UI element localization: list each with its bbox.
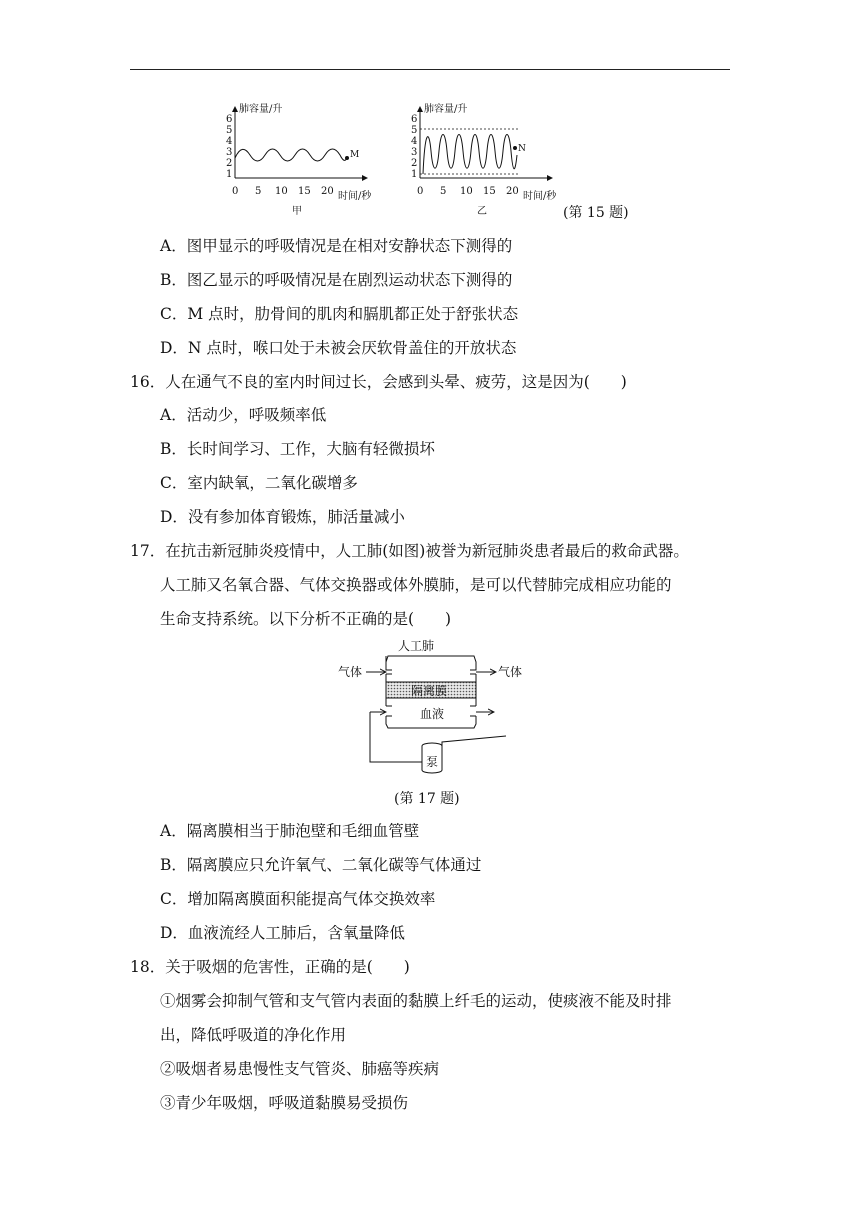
q18-item-1: ①烟雾会抑制气管和支气管内表面的黏膜上纤毛的运动，使痰液不能及时排 [160,992,672,1010]
pump [422,743,442,773]
xtick: 15 [483,186,496,197]
q17-option-a: A．隔离膜相当于肺泡壁和毛细血管壁 [160,822,420,840]
xtick: 0 [232,186,239,197]
chart-yi [411,102,557,217]
q16-option-b: B．长时间学习、工作，大脑有轻微损坏 [160,440,435,458]
gas-in-label: 气体 [338,665,363,679]
q15-option-c: C．M 点时，肋骨间的肌肉和膈肌都正处于舒张状态 [160,305,519,323]
ytick: 4 [411,136,418,147]
xlabel-yi: 时间/秒 [523,191,557,202]
point-m [345,156,349,160]
curve-yi [423,135,517,175]
q18-item-3: ③青少年吸烟，呼吸道黏膜易受损伤 [160,1094,409,1112]
figure-15 [215,95,655,225]
pump-label: 泵 [426,755,439,769]
gas-out-label: 气体 [498,665,523,679]
q15-option-b: B．图乙显示的呼吸情况是在剧烈运动状态下测得的 [160,271,513,289]
ytick: 5 [226,125,233,136]
caption-jia: 甲 [292,206,302,217]
header-rule [130,69,730,70]
label-n: N [518,144,526,154]
q16-option-c: C．室内缺氧，二氧化碳增多 [160,474,358,492]
figure-17-caption: (第 17 题) [394,791,460,807]
xtick: 10 [460,186,473,197]
q17-option-b: B．隔离膜应只允许氧气、二氧化碳等气体通过 [160,856,482,874]
chart-jia [226,102,372,217]
ylabel-jia: 肺容量/升 [239,104,283,115]
xtick: 0 [417,186,424,197]
q16-option-d: D．没有参加体育锻炼，肺活量减小 [160,508,405,526]
xtick: 15 [298,186,311,197]
q17-stem-line-2: 人工肺又名氧合器、气体交换器或体外膜肺，是可以代替肺完成相应功能的 [160,576,672,594]
q16-stem: 16．人在通气不良的室内时间过长，会感到头晕、疲劳，这是因为( ) [130,373,627,391]
artificial-lung-title: 人工肺 [398,639,435,653]
xtick: 5 [255,186,262,197]
q18-stem: 18．关于吸烟的危害性，正确的是( ) [130,958,410,976]
xtick: 20 [321,186,334,197]
q17-stem-line-1: 17．在抗击新冠肺炎疫情中，人工肺(如图)被誉为新冠肺炎患者最后的救命武器。 [130,542,689,560]
q18-item-1-cont: 出，降低呼吸道的净化作用 [160,1026,347,1044]
q17-option-c: C．增加隔离膜面积能提高气体交换效率 [160,890,436,908]
ytick: 1 [411,169,418,180]
ytick: 4 [226,136,233,147]
ytick: 2 [411,158,418,169]
q18-item-2: ②吸烟者易患慢性支气管炎、肺癌等疾病 [160,1060,440,1078]
ylabel-yi: 肺容量/升 [424,104,468,115]
figure-15-caption: (第 15 题) [563,205,629,221]
curve-jia [235,149,347,161]
ytick: 6 [226,114,233,125]
point-n [513,146,517,150]
label-m: M [350,150,360,160]
q17-option-d: D．血液流经人工肺后，含氧量降低 [160,924,405,942]
xtick: 10 [275,186,288,197]
membrane-label: 隔离膜 [411,684,448,698]
ytick: 1 [226,169,233,180]
ytick: 3 [226,147,233,158]
ytick: 5 [411,125,418,136]
ytick: 6 [411,114,418,125]
xtick: 20 [506,186,519,197]
xlabel-jia: 时间/秒 [338,191,372,202]
q16-option-a: A．活动少，呼吸频率低 [160,406,327,424]
q17-stem-line-3: 生命支持系统。以下分析不正确的是( ) [160,610,452,628]
blood-label: 血液 [420,707,445,721]
xtick: 5 [440,186,447,197]
figure-17 [330,636,530,812]
q15-option-a: A．图甲显示的呼吸情况是在相对安静状态下测得的 [160,237,513,255]
q15-option-d: D．N 点时，喉口处于未被会厌软骨盖住的开放状态 [160,339,517,357]
caption-yi: 乙 [477,206,487,217]
ytick: 2 [226,158,233,169]
ytick: 3 [411,147,418,158]
